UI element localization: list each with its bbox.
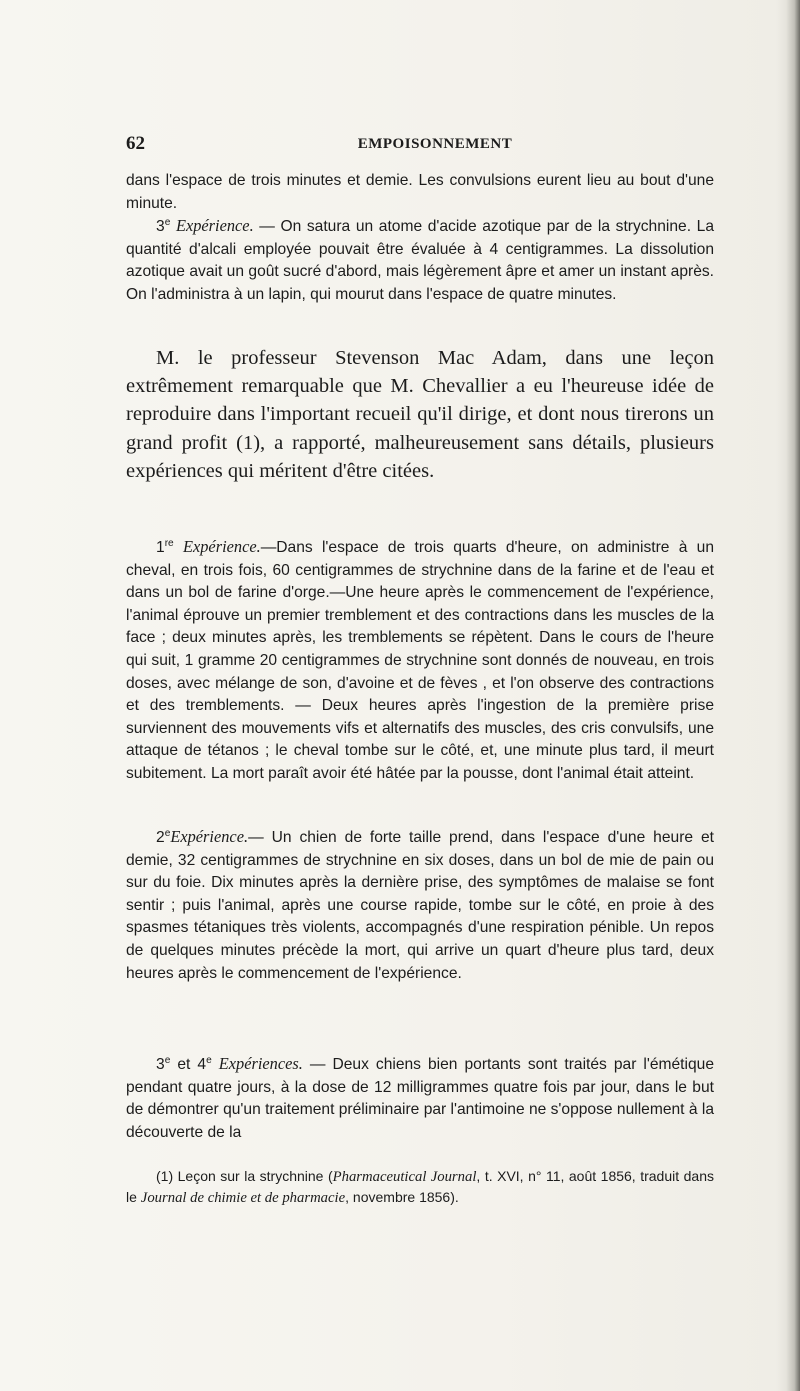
paragraph-experience-1: 1re Expérience.—Dans l'espace de trois quarts d'heure, on administre à un cheval, en trois fois, 60 centigrammes de strychnine dans de la farine et de l'eau et dans un bol de farine d'orge.—Une heure après le commencement de l'expérience, l'animal éprouve un premier tremblement et des contractions dans les muscles de la face ; deux minutes après, les tremblements se répètent. Dans le cours de l'heure qui suit, 1 gramme 20 centigrammes de strychnine sont donnés de nouveau, en trois doses, avec mélange de son, d'avoine et de fèves , et l'on observe des contractions et des tremblements. — Deux heures après l'ingestion de la première prise surviennent des mouvements vifs et alternatifs des muscles, des cris convulsifs, une attaque de tétanos ; le cheval tombe sur le côté, et, une minute plus tard, il meurt subitement. La mort paraît avoir été hâtée par la pousse, dont l'animal était atteint. xyxy=(126,537,714,782)
footnote: (1) Leçon sur la strychnine (Pharmaceutical Journal, t. XVI, n° 11, août 1856, traduit dans le Journal de chimie et de pharmacie, novembre 1856). xyxy=(126,1168,714,1206)
page-edge-shadow xyxy=(786,0,800,1391)
paragraph-experiences-3-4: 3e et 4e Expériences. — Deux chiens bien portants sont traités par l'émétique pendant quatre jours, à la dose de 12 milligrammes quatre fois par jour, dans le but de démontrer qu'un traitement préliminaire par l'antimoine ne s'oppose nullement à la découverte de la xyxy=(126,1054,715,1141)
paragraph-experience-3: 3e Expérience. — On satura un atome d'acide azotique par de la strychnine. La quantité d'alcali employée pouvait être évaluée à 4 centigrammes. La dissolution azotique avait un goût sucré d'abord, mais légèrement âpre et amer un instant après. On l'administra à un lapin, qui mourut dans l'espace de quatre minutes. xyxy=(126,216,714,303)
paragraph-experience-2: 2eExpérience.— Un chien de forte taille prend, dans l'espace d'une heure et demie, 32 centigrammes de strychnine en six doses, dans un bol de mie de pain ou sur du foie. Dix minutes après la dernière prise, des symptômes de malaise se font sentir ; puis l'animal, après une course rapide, tombe sur le côté, en proie à des spasmes tétaniques très violents, accompagnés d'une respiration pénible. Un repos de quelques minutes précède la mort, qui arrive un quart d'heure plus tard, deux heures après le commencement de l'expérience. xyxy=(126,827,714,982)
paragraph-stevenson: M. le professeur Stevenson Mac Adam, dans une leçon extrêmement remarquable que M. Chevallier a eu l'heureuse idée de reproduire dans l'important recueil qu'il dirige, et dont nous tirerons un grand profit (1), a rapporté, malheureusement sans détails, plusieurs expériences qui méritent d'être citées. xyxy=(126,347,714,482)
running-header xyxy=(126,133,714,157)
paragraph-1: dans l'espace de trois minutes et demie. Les convulsions eurent lieu au bout d'une minute. xyxy=(126,172,714,212)
running-title: EMPOISONNEMENT xyxy=(357,136,513,152)
page-number: 62 xyxy=(126,133,145,154)
